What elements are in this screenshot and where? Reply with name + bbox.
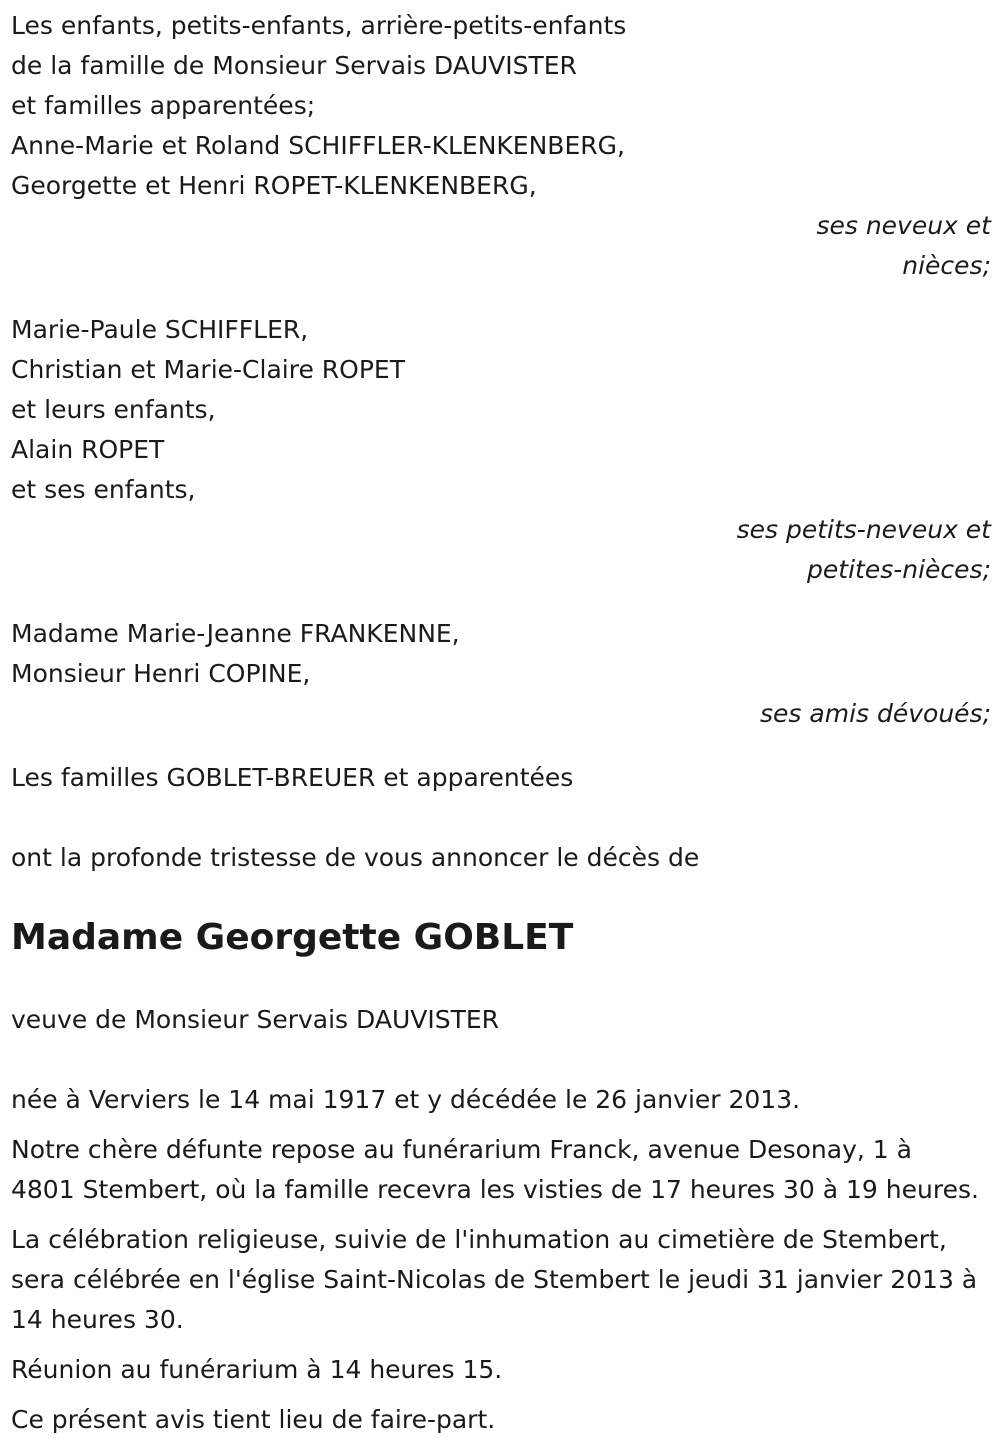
relation-label: nièces; bbox=[902, 251, 991, 280]
friends-group bbox=[11, 614, 991, 734]
family-line: Anne-Marie et Roland SCHIFFLER-KLENKENBERG, bbox=[11, 131, 625, 160]
birth-death-info: née à Verviers le 14 mai 1917 et y décédée le 26 janvier 2013. bbox=[11, 1085, 801, 1114]
notice-text: Ce présent avis tient lieu de faire-part. bbox=[11, 1405, 496, 1434]
widow-of: veuve de Monsieur Servais DAUVISTER bbox=[11, 1005, 500, 1034]
relation-label: ses petits-neveux et bbox=[736, 515, 991, 544]
relation-label: ses amis dévoués; bbox=[760, 699, 991, 728]
family-group-children bbox=[11, 6, 991, 286]
family-line: Les enfants, petits-enfants, arrière-petits-enfants bbox=[11, 11, 627, 40]
ceremony-info: La célébration religieuse, suivie de l'inhumation au cimetière de Stembert, sera célébrée en l'église Saint-Nicolas de Stembert le jeudi 31 janvier 2013 à 14 heures 30. bbox=[11, 1225, 978, 1334]
friend-line: Madame Marie-Jeanne FRANKENNE, bbox=[11, 619, 460, 648]
family-line: et leurs enfants, bbox=[11, 395, 216, 424]
family-line: et ses enfants, bbox=[11, 475, 196, 504]
other-families: Les familles GOBLET-BREUER et apparentées bbox=[11, 763, 574, 792]
family-line: Marie-Paule SCHIFFLER, bbox=[11, 315, 309, 344]
relation-label: petites-nièces; bbox=[807, 555, 991, 584]
family-line: Alain ROPET bbox=[11, 435, 165, 464]
family-line: Christian et Marie-Claire ROPET bbox=[11, 355, 405, 384]
meeting-info: Réunion au funérarium à 14 heures 15. bbox=[11, 1355, 503, 1384]
family-line: et familles apparentées; bbox=[11, 91, 316, 120]
relation-label: ses neveux et bbox=[816, 211, 991, 240]
announcement-text: ont la profonde tristesse de vous annoncer le décès de bbox=[11, 843, 700, 872]
family-line: de la famille de Monsieur Servais DAUVISTER bbox=[11, 51, 577, 80]
funerarium-info: Notre chère défunte repose au funérarium Franck, avenue Desonay, 1 à 4801 Stembert, où la famille recevra les visties de 17 heures 30 à 19 heures. bbox=[11, 1135, 979, 1204]
family-group-grandnephews bbox=[11, 310, 991, 590]
death-notice bbox=[11, 6, 991, 1440]
friend-line: Monsieur Henri COPINE, bbox=[11, 659, 311, 688]
deceased-name: Madame Georgette GOBLET bbox=[11, 917, 574, 958]
family-line: Georgette et Henri ROPET-KLENKENBERG, bbox=[11, 171, 537, 200]
